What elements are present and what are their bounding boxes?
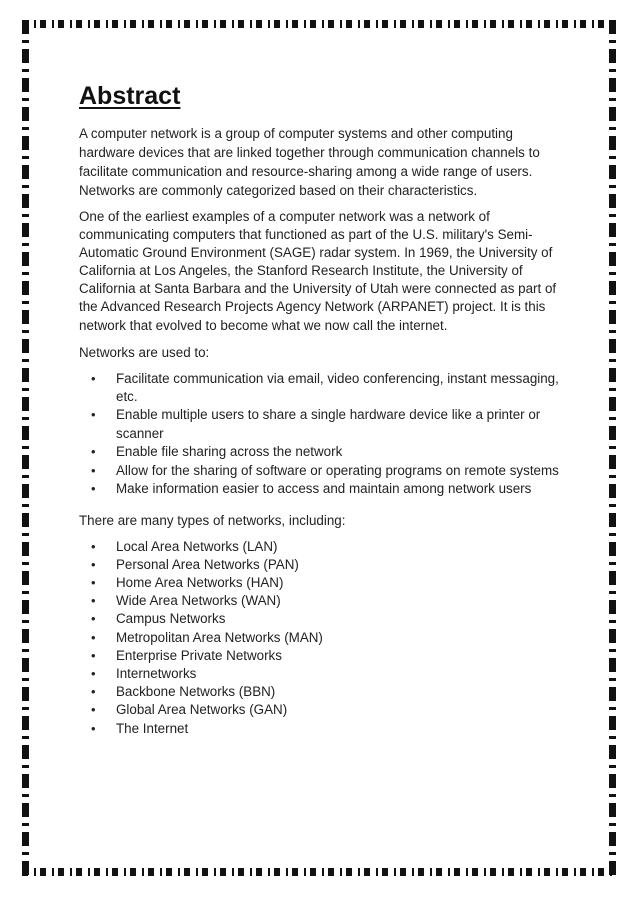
history-paragraph: One of the earliest examples of a computer network was a network of communicating computers that functioned as part of the U.S. military's Semi-Automatic Ground Environment (SAGE) radar system. In 1969, the University of California at Los Angeles, the Stanford Research Institute, the University of California at Santa Barbara and the University of Utah were connected as part of the Advanced Research Projects Agency Network (ARPANET) project. It is this network that evolved to become what we now call the internet.: [79, 209, 557, 333]
list-item: • Make information easier to access and maintain among network users: [79, 480, 569, 498]
list-item: • Enable file sharing across the network: [79, 443, 569, 461]
types-list: [79, 538, 569, 738]
list-item: • Wide Area Networks (WAN): [79, 592, 569, 610]
list-item: • Campus Networks: [79, 610, 569, 628]
list-item: • Home Area Networks (HAN): [79, 574, 569, 592]
types-intro: There are many types of networks, including:: [79, 512, 346, 528]
intro-paragraph: A computer network is a group of computer systems and other computing hardware devices that are linked together through communication channels to facilitate communication and resource-sharing among a wide range of users. Networks are commonly categorized based on their characteristics.: [79, 126, 540, 198]
border-left: [22, 20, 29, 876]
border-bottom: [22, 868, 616, 876]
document-body: [79, 80, 569, 750]
border-right: [609, 20, 616, 876]
list-item: • Internetworks: [79, 665, 569, 683]
list-item: • Allow for the sharing of software or operating programs on remote systems: [79, 462, 569, 480]
list-item: • Enable multiple users to share a single hardware device like a printer or scanner: [79, 406, 569, 443]
uses-list: [79, 370, 569, 499]
list-item: • Facilitate communication via email, video conferencing, instant messaging, etc.: [79, 370, 569, 407]
page-title: Abstract: [79, 82, 181, 110]
list-item: • Metropolitan Area Networks (MAN): [79, 629, 569, 647]
list-item: • Local Area Networks (LAN): [79, 538, 569, 556]
list-item: • The Internet: [79, 720, 569, 738]
border-top: [22, 20, 616, 28]
list-item: • Enterprise Private Networks: [79, 647, 569, 665]
uses-intro: Networks are used to:: [79, 344, 210, 360]
list-item: • Personal Area Networks (PAN): [79, 556, 569, 574]
list-item: • Backbone Networks (BBN): [79, 683, 569, 701]
list-item: • Global Area Networks (GAN): [79, 701, 569, 719]
